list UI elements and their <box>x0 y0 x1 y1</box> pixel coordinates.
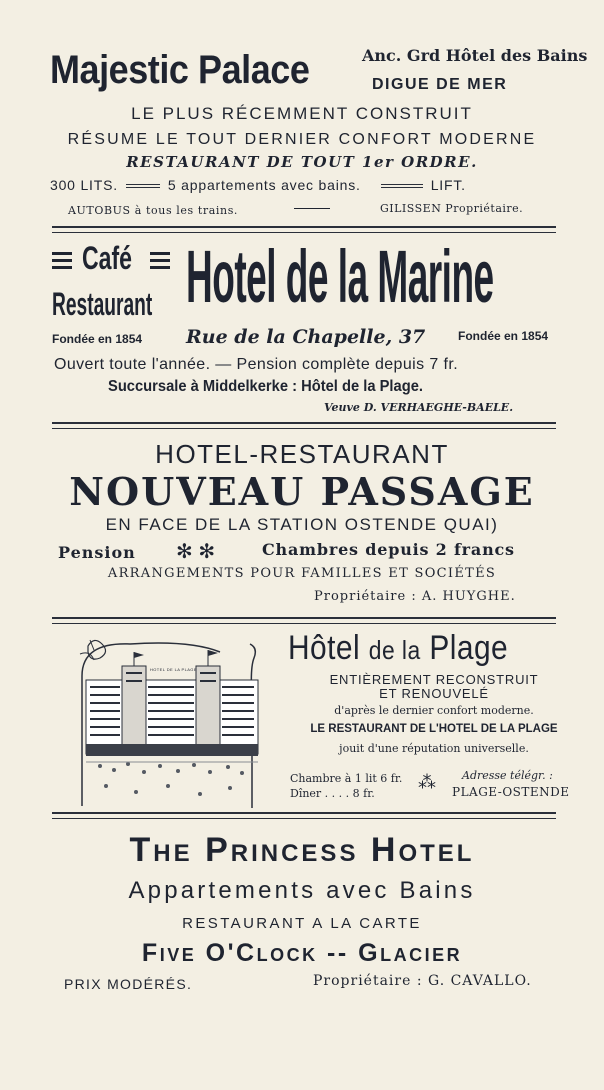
majestic-location: DIGUE DE MER <box>372 76 508 93</box>
majestic-apartments: 5 appartements avec bains. <box>167 177 361 193</box>
majestic-former-name: Anc. Grd Hôtel des Bains <box>362 46 588 65</box>
hotel-illustration <box>70 636 264 808</box>
dash-ornament <box>294 208 330 209</box>
majestic-name: Majestic Palace <box>50 48 310 92</box>
divider <box>381 184 423 188</box>
plage-address: PLAGE-OSTENDE <box>452 785 570 799</box>
marine-owner: Veuve D. VERHAEGHE-BAELE. <box>324 401 514 414</box>
majestic-lift: LIFT. <box>430 177 466 193</box>
divider <box>52 617 556 619</box>
cafe-ornament <box>52 250 72 270</box>
majestic-comfort: RÉSUME LE TOUT DERNIER CONFORT MODERNE <box>67 131 537 148</box>
plage-dinner-price: Dîner . . . . 8 fr. <box>290 787 375 800</box>
divider <box>52 428 556 429</box>
divider <box>52 812 556 814</box>
passage-arrangements: ARRANGEMENTS POUR FAMILLES ET SOCIÉTÉS <box>107 566 497 581</box>
plage-comfort: d'après le dernier confort moderne. <box>334 704 534 717</box>
asterism-icon: ✻ ✻ <box>176 541 216 563</box>
passage-owner: Propriétaire : A. HUYGHE. <box>314 589 516 604</box>
passage-type: HOTEL-RESTAURANT <box>155 439 449 469</box>
majestic-bus: AUTOBUS à tous les trains. <box>68 204 239 217</box>
hotel-sign: HOTEL DE LA PLAGE <box>150 667 197 672</box>
cafe-ornament <box>150 250 170 270</box>
divider <box>52 623 556 624</box>
princess-restaurant: RESTAURANT A LA CARTE <box>182 915 422 932</box>
divider <box>126 184 160 188</box>
divider <box>52 226 556 228</box>
plage-name-hotel: Hôtel <box>288 629 361 667</box>
majestic-beds: 300 LITS. <box>50 177 118 193</box>
princess-name: The Princess Hotel <box>129 831 475 869</box>
princess-prices: PRIX MODÉRÉS. <box>64 976 193 992</box>
plage-renewed-1: ENTIÈREMENT RECONSTRUIT <box>329 672 539 687</box>
divider <box>52 232 556 233</box>
plage-address-label: Adresse télégr. : <box>462 769 553 782</box>
cafe-label: Café <box>82 240 132 276</box>
princess-owner: Propriétaire : G. CAVALLO. <box>313 973 532 989</box>
passage-name: NOUVEAU PASSAGE <box>69 469 535 514</box>
passage-rooms: Chambres depuis 2 francs <box>262 540 515 559</box>
restaurant-label: Restaurant <box>52 286 153 322</box>
princess-apartments: Appartements avec Bains <box>128 877 476 904</box>
passage-location: EN FACE DE LA STATION OSTENDE QUAI) <box>105 515 499 534</box>
asterism-icon: ⁂ <box>418 772 436 792</box>
majestic-restaurant: RESTAURANT DE TOUT 1er ORDRE. <box>126 153 478 171</box>
plage-renewed-2: ET RENOUVELÉ <box>379 686 489 701</box>
divider <box>52 818 556 819</box>
plage-reputation: jouit d'une réputation universelle. <box>339 742 529 755</box>
plage-restaurant: LE RESTAURANT DE L'HOTEL DE LA PLAGE <box>310 723 558 735</box>
marine-founded-right: Fondée en 1854 <box>458 329 549 343</box>
marine-open: Ouvert toute l'année. — Pension complète depuis 7 fr. <box>54 356 459 373</box>
marine-founded-left: Fondée en 1854 <box>52 332 143 346</box>
plage-room-price: Chambre à 1 lit 6 fr. <box>290 772 403 785</box>
plage-name <box>288 629 508 668</box>
majestic-tagline: LE PLUS RÉCEMMENT CONSTRUIT <box>131 104 473 123</box>
divider <box>52 422 556 424</box>
marine-branch: Succursale à Middelkerke : Hôtel de la Plage. <box>108 378 423 395</box>
marine-name: Hotel de la Marine <box>186 235 494 318</box>
plage-name-plage: Plage <box>429 629 509 667</box>
princess-five-oclock: Five O'Clock -- Glacier <box>141 939 463 967</box>
passage-pension: Pension <box>58 543 136 562</box>
marine-address: Rue de la Chapelle, 37 <box>186 326 426 348</box>
majestic-owner: GILISSEN Propriétaire. <box>380 202 524 215</box>
plage-name-de-la: de la <box>368 635 421 665</box>
majestic-amenities <box>50 177 466 193</box>
